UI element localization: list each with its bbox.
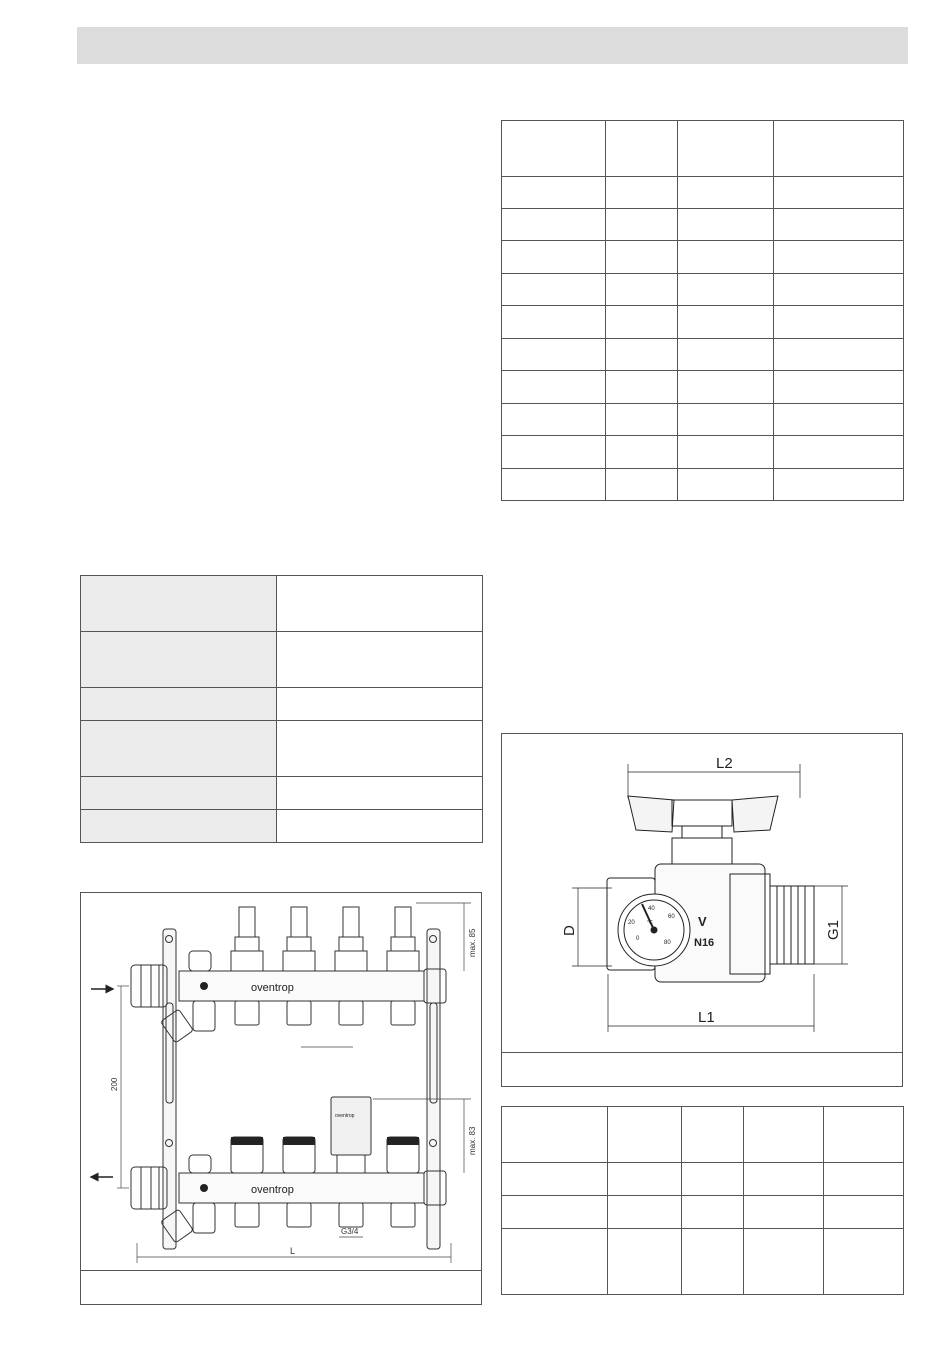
table-row: [81, 721, 483, 777]
gauge-tick-0: 0: [636, 936, 640, 942]
table-row: [502, 274, 904, 306]
dimension-max-85: max. 85: [468, 928, 477, 957]
table-row: [502, 177, 904, 209]
table-row: [502, 339, 904, 371]
dimension-l2: L2: [716, 755, 733, 772]
manifold-figure: [80, 892, 482, 1305]
table-row: [502, 371, 904, 404]
gauge-tick-20: 20: [628, 920, 635, 926]
table-row: [81, 810, 483, 843]
table-row: [81, 777, 483, 810]
data-table-bottom-right: [501, 1106, 904, 1295]
ball-valve-figure-caption: [502, 1052, 902, 1086]
gauge-tick-60: 60: [668, 914, 675, 920]
valve-marking-pn: N16: [694, 937, 715, 949]
valve-marking-v: V: [698, 914, 707, 929]
dimension-l1: L1: [698, 1009, 715, 1026]
manifold-figure-caption: [81, 1270, 481, 1304]
table-row: [502, 209, 904, 241]
table-row: [502, 241, 904, 274]
gauge-tick-80: 80: [664, 940, 671, 946]
header-bar: [77, 27, 908, 64]
technical-data-table: [80, 575, 483, 843]
manifold-drawing: [81, 893, 481, 1271]
table-row: [81, 576, 483, 632]
ball-valve-drawing: [502, 734, 902, 1054]
table-header-row: [502, 1107, 904, 1163]
table-row: [81, 632, 483, 688]
manifold-brand-top: oventrop: [251, 982, 294, 994]
ball-valve-figure: [501, 733, 903, 1087]
table-row: [502, 1163, 904, 1196]
gauge-tick-40: 40: [648, 906, 655, 912]
thread-g34: G3/4: [341, 1227, 359, 1236]
actuator-brand: oventrop: [335, 1113, 355, 1119]
manifold-brand-bottom: oventrop: [251, 1184, 294, 1196]
data-table-top-right: [501, 120, 904, 501]
table-row: [502, 404, 904, 436]
table-row: [502, 1229, 904, 1295]
table-row: [502, 306, 904, 339]
table-row: [502, 469, 904, 501]
dimension-d: D: [561, 925, 578, 936]
table-row: [81, 688, 483, 721]
table-header-row: [502, 121, 904, 177]
dimension-l: L: [290, 1246, 296, 1256]
dimension-max-83: max. 83: [468, 1126, 477, 1155]
table-row: [502, 436, 904, 469]
dimension-g1: G1: [825, 919, 842, 940]
table-row: [502, 1196, 904, 1229]
gauge-unit: °C: [647, 920, 653, 926]
dimension-200: 200: [110, 1077, 119, 1091]
